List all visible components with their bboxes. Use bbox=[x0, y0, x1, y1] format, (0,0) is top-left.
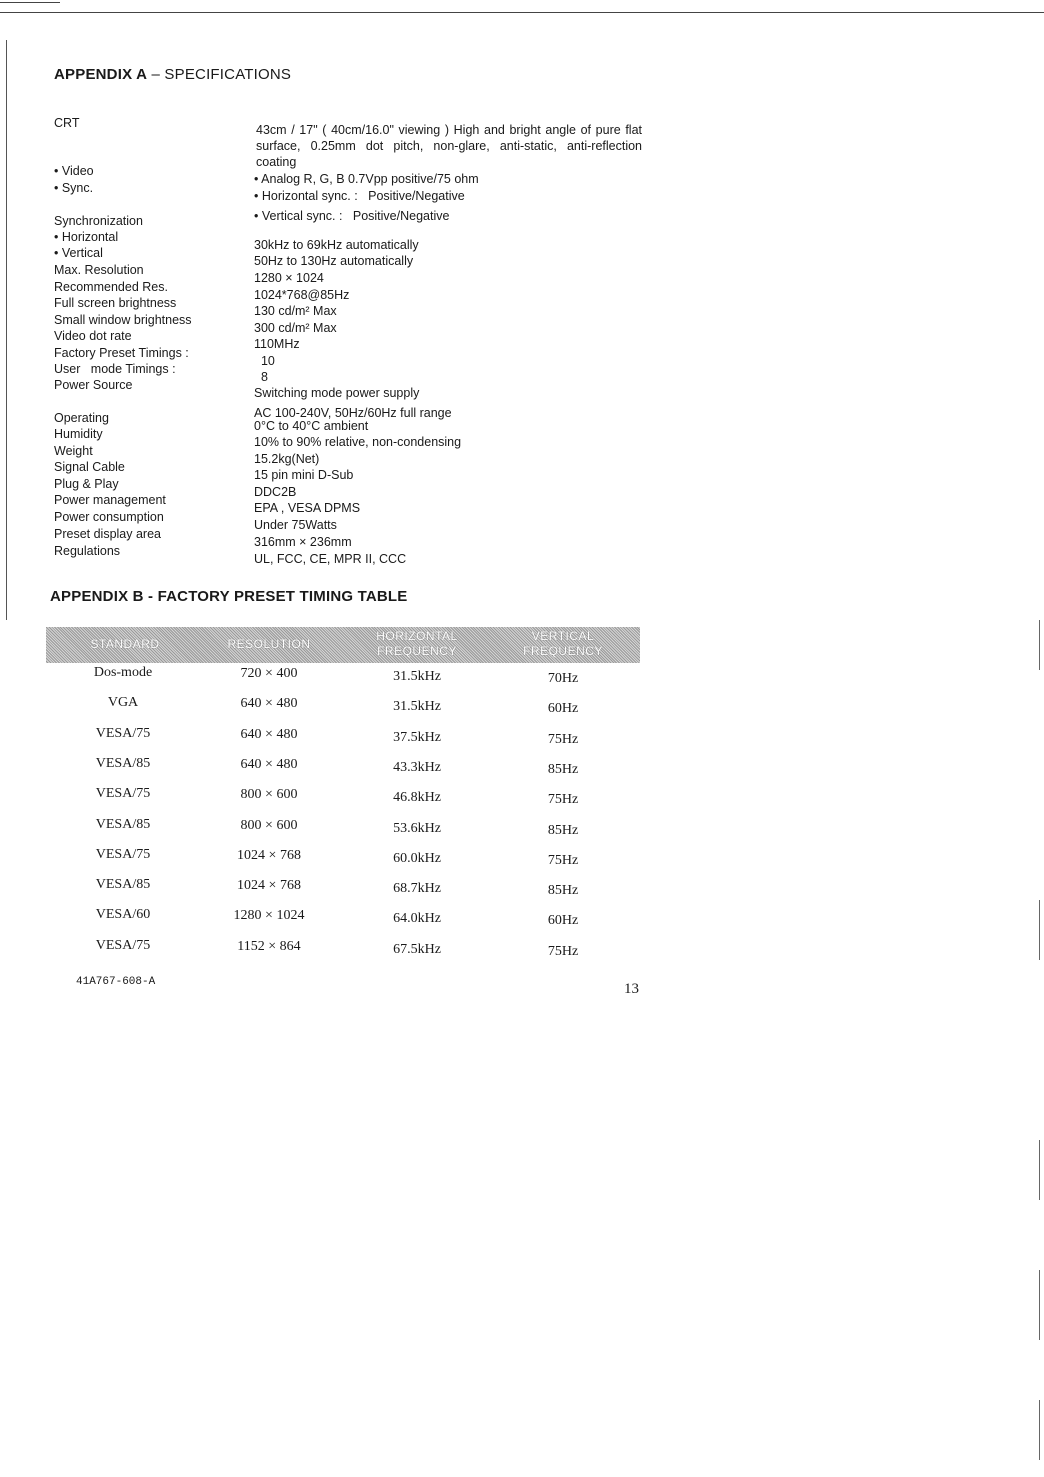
scan-artifact-line bbox=[1039, 1400, 1040, 1460]
cell-vertical: 85Hz bbox=[547, 822, 579, 838]
spec-label: • Sync. bbox=[54, 181, 94, 195]
cell-resolution: 640 × 480 bbox=[240, 696, 298, 712]
cell-standard: VESA/85 bbox=[95, 755, 151, 771]
cell-vertical: 85Hz bbox=[547, 761, 579, 777]
cell-vertical: 70Hz bbox=[547, 671, 579, 686]
header-horizontal-line1: HORIZONTAL bbox=[376, 629, 458, 643]
cell-standard: VESA/85 bbox=[95, 816, 151, 832]
spec-label: Plug & Play bbox=[54, 477, 119, 491]
spec-value: 15.2kg(Net) bbox=[254, 452, 320, 466]
cell-resolution: 1024 × 768 bbox=[237, 847, 301, 863]
header-vertical-line2: FREQUENCY bbox=[523, 644, 603, 658]
spec-value: • Vertical sync. : Positive/Negative bbox=[254, 209, 450, 223]
cell-standard: VESA/75 bbox=[95, 725, 151, 741]
cell-horizontal: 43.3kHz bbox=[393, 759, 441, 775]
cell-vertical: 75Hz bbox=[547, 792, 579, 808]
spec-label: Max. Resolution bbox=[54, 263, 144, 277]
spec-value: 15 pin mini D-Sub bbox=[254, 468, 354, 482]
scan-artifact-line bbox=[0, 2, 60, 3]
spec-label: Power consumption bbox=[54, 510, 164, 524]
spec-label: Synchronization bbox=[54, 214, 143, 228]
spec-value: 30kHz to 69kHz automatically bbox=[254, 238, 419, 252]
spec-label: Small window brightness bbox=[54, 313, 192, 327]
cell-horizontal: 46.8kHz bbox=[393, 790, 441, 806]
timing-table-header bbox=[46, 627, 640, 663]
cell-horizontal: 60.0kHz bbox=[393, 850, 441, 866]
cell-standard: VESA/85 bbox=[95, 877, 151, 893]
spec-value: Under 75Watts bbox=[254, 518, 337, 532]
spec-value: 8 bbox=[254, 370, 268, 384]
spec-value: 110MHz bbox=[254, 337, 300, 351]
spec-value: AC 100-240V, 50Hz/60Hz full range bbox=[254, 406, 452, 420]
scan-artifact-line bbox=[6, 40, 7, 620]
cell-resolution: 800 × 600 bbox=[240, 817, 298, 833]
cell-resolution: 720 × 400 bbox=[240, 666, 298, 681]
cell-vertical: 60Hz bbox=[547, 913, 579, 929]
spec-value: 10 bbox=[254, 354, 275, 368]
appendix-a-title bbox=[54, 66, 291, 83]
spec-label: Weight bbox=[54, 444, 93, 458]
header-horizontal-frequency bbox=[352, 629, 482, 659]
cell-resolution: 640 × 480 bbox=[240, 726, 298, 742]
spec-label: • Horizontal bbox=[54, 230, 119, 244]
header-vertical-frequency bbox=[498, 629, 628, 659]
spec-label: Preset display area bbox=[54, 527, 162, 541]
cell-vertical: 85Hz bbox=[547, 883, 579, 899]
spec-label: Full screen brightness bbox=[54, 296, 177, 310]
spec-label: User mode Timings : bbox=[54, 362, 176, 376]
header-standard: STANDARD bbox=[90, 637, 160, 651]
spec-label: Humidity bbox=[54, 427, 103, 441]
header-horizontal-line2: FREQUENCY bbox=[377, 644, 457, 658]
cell-standard: Dos-mode bbox=[93, 665, 153, 680]
spec-label: • Video bbox=[54, 164, 94, 178]
cell-vertical: 60Hz bbox=[547, 701, 579, 717]
page-number: 13 bbox=[624, 981, 639, 997]
cell-resolution: 800 × 600 bbox=[240, 787, 298, 803]
cell-horizontal: 67.5kHz bbox=[393, 941, 441, 957]
cell-standard: VESA/75 bbox=[95, 786, 151, 802]
cell-standard: VESA/60 bbox=[95, 907, 151, 923]
spec-label: Power management bbox=[54, 493, 166, 507]
spec-label: Video dot rate bbox=[54, 329, 132, 343]
spec-value: 316mm × 236mm bbox=[254, 535, 352, 549]
appendix-b-title: APPENDIX B - FACTORY PRESET TIMING TABLE bbox=[50, 588, 408, 605]
spec-value: • Analog R, G, B 0.7Vpp positive/75 ohm bbox=[254, 172, 479, 186]
scan-artifact-line bbox=[1039, 1140, 1040, 1200]
spec-value: 130 cd/m² Max bbox=[254, 304, 337, 318]
spec-label: • Vertical bbox=[54, 246, 103, 260]
cell-horizontal: 68.7kHz bbox=[393, 881, 441, 897]
cell-horizontal: 53.6kHz bbox=[393, 820, 441, 836]
spec-label: Signal Cable bbox=[54, 460, 125, 474]
scan-artifact-line bbox=[1039, 620, 1040, 670]
cell-standard: VESA/75 bbox=[95, 846, 151, 862]
cell-vertical: 75Hz bbox=[547, 943, 579, 959]
spec-crt-value: 43cm / 17" ( 40cm/16.0" viewing ) High and bright angle of pure flat surface, 0.25mm dot pitch, non-glare, anti-static, anti-reflection coating bbox=[256, 123, 642, 169]
spec-label: Factory Preset Timings : bbox=[54, 346, 189, 360]
scan-artifact-line bbox=[1039, 1270, 1040, 1340]
spec-label: Recommended Res. bbox=[54, 280, 168, 294]
appendix-a-title-bold: APPENDIX A bbox=[54, 66, 148, 83]
cell-vertical: 75Hz bbox=[547, 731, 579, 747]
spec-value: 300 cd/m² Max bbox=[254, 321, 337, 335]
spec-value: UL, FCC, CE, MPR II, CCC bbox=[254, 552, 407, 566]
spec-value: Switching mode power supply bbox=[254, 386, 420, 400]
spec-value: • Horizontal sync. : Positive/Negative bbox=[254, 189, 465, 203]
cell-horizontal: 64.0kHz bbox=[393, 911, 441, 927]
spec-label: CRT bbox=[54, 116, 80, 130]
spec-label: Power Source bbox=[54, 378, 133, 392]
spec-value: 50Hz to 130Hz automatically bbox=[254, 254, 414, 268]
cell-resolution: 640 × 480 bbox=[240, 756, 298, 772]
cell-horizontal: 31.5kHz bbox=[393, 699, 441, 715]
cell-resolution: 1024 × 768 bbox=[237, 878, 301, 894]
cell-resolution: 1280 × 1024 bbox=[233, 908, 305, 924]
cell-resolution: 1152 × 864 bbox=[237, 938, 301, 954]
spec-value: EPA , VESA DPMS bbox=[254, 501, 361, 515]
cell-vertical: 75Hz bbox=[547, 852, 579, 868]
spec-value: DDC2B bbox=[254, 485, 297, 499]
cell-horizontal: 37.5kHz bbox=[393, 729, 441, 745]
spec-value: 0°C to 40°C ambient bbox=[254, 419, 369, 433]
spec-value: 10% to 90% relative, non-condensing bbox=[254, 435, 462, 449]
cell-standard: VGA bbox=[107, 695, 139, 711]
header-vertical-line1: VERTICAL bbox=[531, 629, 595, 643]
header-resolution: RESOLUTION bbox=[227, 637, 311, 651]
scan-artifact-line bbox=[0, 12, 1044, 13]
scan-artifact-line bbox=[1039, 900, 1040, 960]
spec-value: 1280 × 1024 bbox=[254, 271, 324, 285]
spec-value: 1024*768@85Hz bbox=[254, 288, 350, 302]
cell-standard: VESA/75 bbox=[95, 937, 151, 953]
appendix-a-title-rest: – SPECIFICATIONS bbox=[147, 66, 292, 83]
cell-horizontal: 31.5kHz bbox=[393, 669, 441, 684]
document-code: 41A767-608-A bbox=[76, 976, 156, 988]
spec-label: Operating bbox=[54, 411, 109, 425]
spec-label: Regulations bbox=[54, 544, 121, 558]
